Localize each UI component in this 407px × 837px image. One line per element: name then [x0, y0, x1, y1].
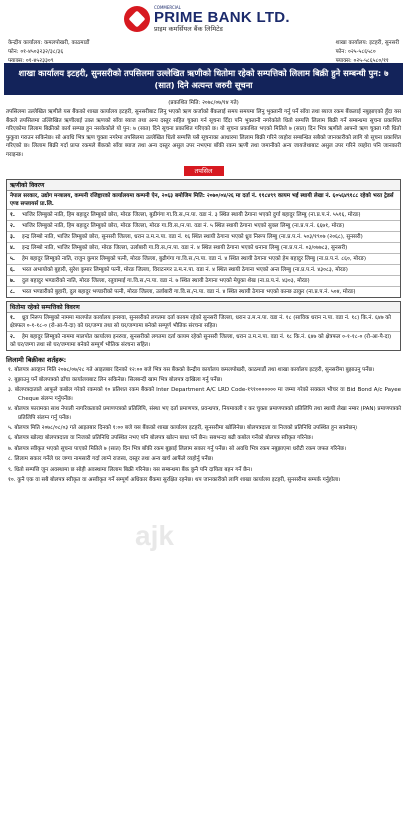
borrower-row [7, 287, 400, 297]
collateral-row-text: हेम बहादुर लिम्बुको नाममा मालपोत कार्यालय इनरुवा, सुनसरीको लगतमा दर्ता कायम रहेको सुनसरी जिल्ला, धरान उ.म.न.पा. वडा नं. १८ कि.नं. ६४७ को क्षेत्रफल ०-१-१८-० (रो-आ-पै-दा) को घर/जग्गा तथा सो घर/जग्गामा बनेको सम्पूर्ण भौतिक संरचना सहित। [10, 333, 392, 348]
collateral-row-number: १. [10, 314, 15, 321]
auction-term: ६. बोलपत्र खोल्दा बोलपत्रदाता वा निजको प्रतिनिधि उपस्थित नभए पनि बोलपत्र खोल्न बाधा पर्ने छैन। सबभन्दा बढी कबोल गर्नेको बोलपत्र स्वीकृत गरिनेछ। [8, 435, 313, 442]
head-office-phone: फोन: ०१-४५०३२३२/३८/३६ [8, 49, 64, 55]
collateral-row [7, 332, 400, 350]
borrower-row [7, 221, 400, 232]
borrower-row [7, 210, 400, 221]
auction-term: ७. बोलपत्र स्वीकृत भएको सूचना पाएको मितिले ७ (सात) दिन भित्र बाँकी रकम बुझाई लिलाम सकार गर्नु पर्नेछ। सो अवधि भित्र रकम नबुझाएमा धरौटी रकम जफत गरिनेछ। [8, 445, 347, 452]
auction-term: ८. लिलाम सकार गर्नेले घर जग्गा नामसारी गर्दा लाग्ने राजस्व, दस्तुर तथा अन्य खर्च आफैंले व्यहोर्नु पर्नेछ। [8, 456, 214, 463]
borrower-row-number: ७. [10, 277, 15, 284]
borrower-row-number: २. [10, 222, 15, 229]
auction-term: २. बुझाउनु पर्ने बोलपत्रको ढाँचा कार्यालयबाट लिन सकिनेछ। सिलबन्दी खाम भित्र बोलपत्र दाखिला गर्नु पर्नेछ। [8, 376, 223, 383]
borrower-row-text: भरत भण्डारीको बुहारी, दुल बहादुर भण्डारीको पत्नी, मोरङ जिल्ला, उर्लाबारी गा.वि.स./न.पा. वडा नं. ४ स्थित स्थायी ठेगाना भएको कान्छ ठाकुर (ना.प्र.प.नं. ५०४, मोरङ) [22, 288, 356, 295]
branch-office-contact [336, 39, 399, 66]
borrower-row-text: भरत अभायोको बुहारी, सुरेश कुमार लिम्बुको पत्नी, मोरङ जिल्ला, विराटनगर उ.म.न.पा. वडा नं. ४ स्थित स्थायी ठेगाना भएको अन्त लिम्बु (ना.प्र.प.नं. ४३०८३, मोरङ) [22, 266, 348, 273]
borrower-row-text: भाजिर लिम्बुको नाति, हिम बहादुर लिम्बुको छोरा, मोरङ जिल्ला, बुढीगंगा गा.वि.स./न.पा. वडा नं. ३ स्थित स्थायी ठेगाना भएको दुर्गा बहादुर लिम्बु (ना.प्र.प.नं. ५५१६, मोरङ) [22, 211, 361, 218]
collateral-row-number: २. [10, 333, 15, 340]
bank-reg-label: COMMERCIAL [154, 5, 181, 10]
borrower-row [7, 265, 400, 276]
notice-header [4, 3, 403, 63]
borrower-row-number: ६. [10, 266, 15, 273]
borrower-summary: नेपाल सरकार, उद्योग मन्त्रालय, कम्पनी रजिष्ट्रारको कार्यालयमा कम्पनी ऐन, २०६३ बमोजिम मिति: २०७०/०४/२६ मा दर्ता नं. ११८४९९ कायम भई स्थायी लेखा नं. ६०५६४९१८८ रहेको भरत ट्रेडर्स एण्ड सप्लायर्स प्रा.लि. [7, 191, 400, 210]
auction-terms-heading: लिलामी बिक्रीका शर्तहरू: [6, 355, 67, 364]
watermark: ajk [135, 520, 174, 551]
borrower-row-number: ८. [10, 288, 15, 295]
head-office-fax: फ्याक्स: ०१-४५२३३०९ [8, 58, 54, 64]
auction-term: ३. बोलपत्रदाताले आफूले कबोल गरेको रकमको १० प्रतिशत रकम बैंकको Inter Department A/C LRD Code-१९१००००००० मा जम्मा गरेको सक्कल भौचर वा Bid Bond A/c Payee Cheque संलग्न गर्नुपर्नेछ। [8, 387, 401, 402]
borrower-row [7, 276, 400, 287]
auction-term: १. बोलपत्र आव्हान मिति २०७८/०७/२८ गते आइतबार दिनको १२:०० बजे भित्र यस बैंकको केन्द्रीय कार्यालय कमलपोखरी, काठमाडौं तथा शाखा कार्यालय इटहरी, सुनसरीमा बुझाउनु पर्नेछ। [8, 366, 375, 373]
borrower-row-number: ३. [10, 233, 15, 240]
collateral-row [7, 313, 400, 332]
borrower-row-number: ५. [10, 255, 15, 262]
prime-bank-logo-icon [124, 6, 150, 32]
bank-name-nepali: प्राइम कमर्सियल बैंक लिमिटेड [154, 25, 223, 33]
notice-title: शाखा कार्यालय इटहरी, सुनसरीको तपसिलमा उल्लेखित ऋणीको धितोमा रहेको सम्पत्तिको लिलाम बिक्री हुने सम्बन्धी पुन: ७ (सात) दिने अत्यन्त जरुरी सूचना [4, 63, 403, 95]
bank-name: PRIME BANK LTD. [154, 9, 290, 26]
branch-fax: फ्याक्स: ०२५-५८६५८०/११ [335, 58, 389, 64]
borrower-row-number: १. [10, 211, 15, 218]
borrower-row [7, 243, 400, 254]
auction-terms-list [4, 366, 403, 485]
borrower-row-text: हेम बहादुर लिम्बुको नाति, राजुन कुमार लिम्बुको पत्नी, मोरङ जिल्ला, बुढीगंगा गा.वि.स./न.पा. वडा नं. ४ स्थित स्थायी ठेगाना भएको हेम बहादुर लिम्बु (ना.प्र.प.नं. ८६०, मोरङ) [22, 255, 366, 262]
auction-term: ९. धितो सम्पत्ति जुन अवस्थामा छ सोही अवस्थामा लिलाम बिक्री गरिनेछ। यस सम्बन्धमा बैंक कुनै पनि दायित्व बहन गर्ने छैन। [8, 466, 253, 473]
borrower-row-text: भाजिर लिम्बुको नाति, हिम बहादुर लिम्बुको छोरा, मोरङ जिल्ला, मोरङ गा.वि.स./न.पा. वडा नं. ५ स्थित स्थायी ठेगाना भएको सुक्ल लिम्बु (ना.प्र.प.नं. ६६७१, मोरङ) [22, 222, 345, 229]
notice-intro: तपसिलमा उल्लेखित ऋणीले यस बैंकको शाखा कार्यालय इटहरी, सुनसरीबाट लिनु भएको ऋण कर्जाको बैंकलाई समय समयमा लिनु भुक्तानी गर्नु पर्ने साँवा तथा ब्याज रकम बैंकलाई नबुझाएको हुँदा यस बैंकले तपसिलमा उल्लिखित ऋणीलाई उक्त ऋणको साँवा ब्याज तथा अन्य दस्तुर सहित चुक्ता गर्न सूचना दिँदा पनि भुक्तानी नगरेकोले धितो सम्पत्ति लिलाम बिक्री गर्ने सम्बन्धमा सूचना प्रकाशित गरिएकोमा लिलाम बिक्रीको कार्य सम्पन्न हुन नसकेकोले यो पुन: ७ (सात) दिने सूचना प्रकाशित गरिएको छ। यो सूचना प्रकाशित भएको मितिले ७ (सात) दिन भित्र ऋणीले आफ्नो ऋण चुक्ता गरी धितो फुकुवा गराउन सकिनेछ। सो अवधि भित्र ऋण चुक्ता नगरेमा तपसिलमा उल्लेखित धितो सम्पत्ति यसै सूचनाका आधारमा लिलाम बिक्री गरिने व्यहोरा सम्बन्धित सबैको जानकारीको लागि यो सूचना प्रकाशित गरिएको छ। लिलाम बिक्री गर्दा प्राप्त रकमले बैंकको साँवा ब्याज तथा अन्य दस्तुर असुल उपर नभएमा बाँकी रकम ऋणी तथा जमानीको अन्य जायजेथाबाट असुल उपर गरिने व्यहोरा पनि जानकारी गराइन्छ। [6, 109, 401, 158]
head-office-address: केन्द्रीय कार्यालय: कमलपोखरी, काठमाडौं [8, 40, 90, 46]
head-office-contact [8, 39, 89, 66]
borrower-row-number: ४. [10, 244, 15, 251]
borrower-row-text: दुल बहादुर भण्डारीको नाति, मोरङ जिल्ला, रतुवामाई गा.वि.स./न.पा. वडा नं. ७ स्थित स्थायी ठेगाना भएको मेघुका शेख (ना.प्र.प.नं. ४३०३, मोरङ) [22, 277, 310, 284]
bank-logo [124, 5, 290, 33]
branch-address: शाखा कार्यालय: इटहरी, सुनसरी [335, 40, 399, 46]
collateral-details-heading: धितोमा रहेको सम्पत्तिको विवरण [7, 302, 400, 313]
collateral-details-box [6, 301, 401, 351]
schedule-tag: तपसिल [184, 166, 224, 176]
borrower-details-heading: ऋणीको विवरण [7, 180, 400, 191]
borrower-details-box [6, 179, 401, 298]
borrower-row-text: इन्द्र लिम्बो नाति, भाजिर लिम्बुको छोरा, मोरङ जिल्ला, उर्लाबारी गा.वि.स./न.पा. वडा नं. ४ स्थित स्थायी ठेगाना भएको धनाना लिम्बु (ना.प्र.प.नं. ०३/०७७८३, सुनसरी) [22, 244, 348, 251]
borrower-row [7, 232, 400, 243]
collateral-row-text: ध्रुव निरूप लिम्बुको नाममा मालपोत कार्यालय इनरुवा, सुनसरीको लगतमा दर्ता कायम रहेको सुनसरी जिल्ला, धरान उ.म.न.पा. वडा नं. १८ (साविक धरान न.पा. वडा नं. १८) कि.नं. ६४७ को क्षेत्रफल ०-१-१८-० (रो-आ-पै-दा) को घर/जग्गा तथा सो घर/जग्गामा बनेको सम्पूर्ण भौतिक संरचना सहित। [10, 314, 391, 329]
auction-term: ४. बोलपत्र फारामका साथ नेपाली नागरिकताको प्रमाणपत्रको प्रतिलिपि, संस्था भए दर्ता प्रमाणपत्र, प्रवन्धपत्र, नियमावली र कर चुक्ता प्रमाणपत्रको प्रतिलिपि तथा स्थायी लेखा नम्बर (PAN) प्रमाणपत्रको प्रतिलिपि संलग्न गर्नु पर्नेछ। [8, 406, 401, 421]
auction-term: ५. बोलपत्र मिति २०७८/०८/०३ गते आइतबार दिनको १:०० बजे यस बैंकको शाखा कार्यालय इटहरी, सुनसरीमा खोलिनेछ। बोलपत्रदाता वा निजको प्रतिनिधि उपस्थित हुन सक्नेछन्। [8, 425, 358, 431]
branch-phone: फोन: ०२५-५८६५८० [335, 49, 376, 55]
auction-term: १०. कुनै एक वा सबै बोलपत्र स्वीकृत वा अस्वीकृत गर्ने सम्पूर्ण अधिकार बैंकमा सुरक्षित रहनेछ। थप जानकारीको लागि शाखा कार्यालय इटहरी, सुनसरीमा सम्पर्क गर्नुहोला। [8, 477, 341, 484]
borrower-row-text: इन्द्र लिम्बो नाति, भाजिर लिम्बुको छोरा, सुनसरी जिल्ला, धरान उ.म.न.पा. वडा नं. १६ स्थित स्थायी ठेगाना भएको ध्रुव निरूप लिम्बु (ना.प्र.प.नं. ५०३/१९०७ (२०६८), सुनसरी) [22, 233, 363, 240]
borrower-row [7, 254, 400, 265]
published-date: (प्रकाशित मिति: २०७८/०७/१४ गते) [168, 100, 239, 106]
